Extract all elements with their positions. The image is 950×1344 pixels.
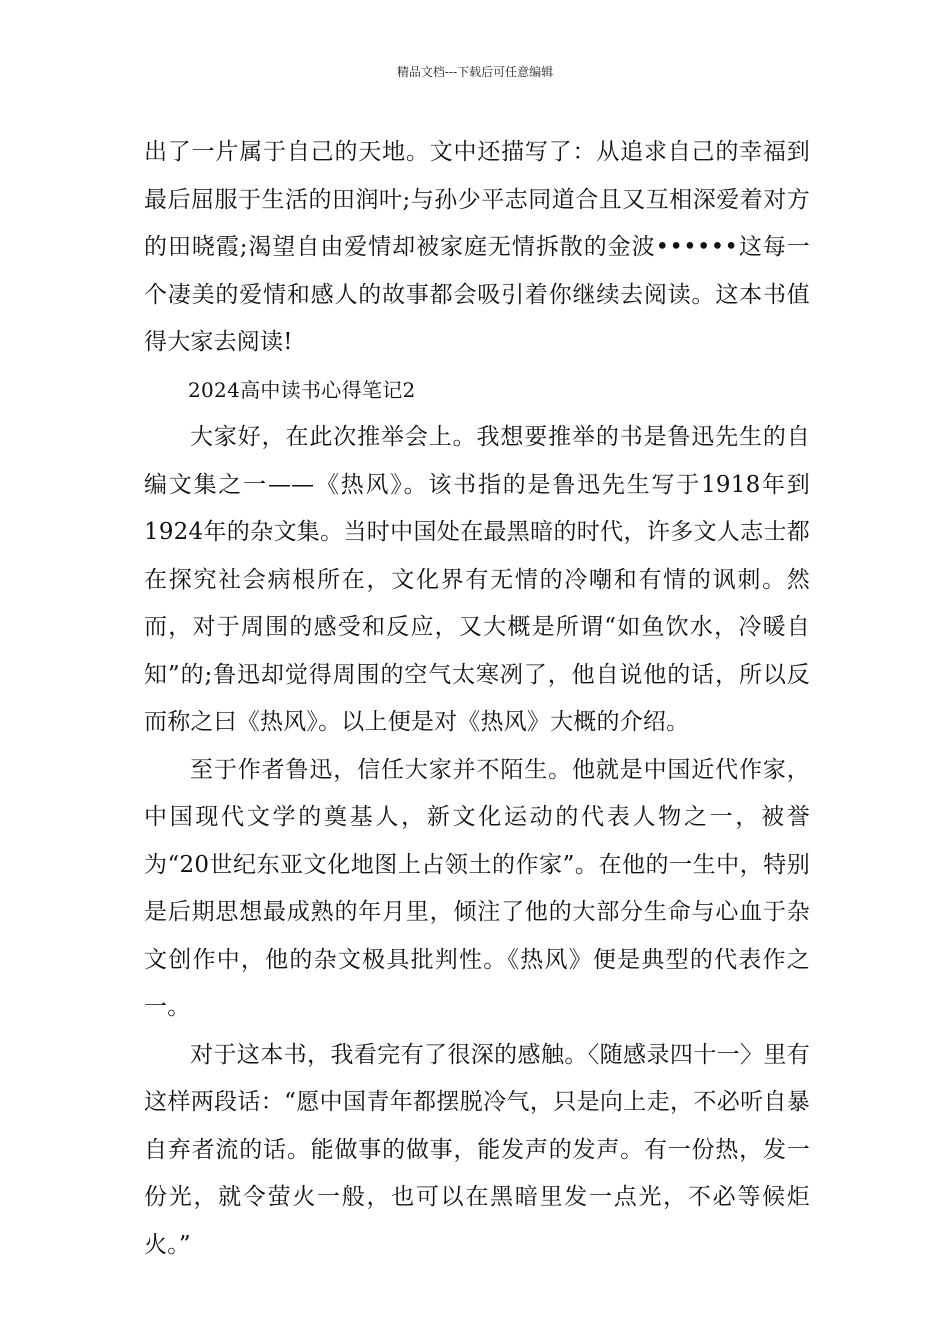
page-header: 精品文档---下载后可任意编辑 <box>396 65 554 79</box>
continued-paragraph: 出了一片属于自己的天地。文中还描写了：从追求自己的幸福到最后屈服于生活的田润叶;与孙少平志同道合且又互相深爱着对方的田晓霞;渴望自由爱情却被家庭无情拆散的金波••••••这每一个凄美的爱情和感人的故事都会吸引着你继续去阅读。这本书值得大家去阅读! <box>144 139 810 355</box>
paragraph-introduction: 大家好，在此次推举会上。我想要推举的书是鲁迅先生的自编文集之一——《热风》。该书指的是鲁迅先生写于1918年到1924年的杂文集。当时中国处在最黑暗的时代，许多文人志士都在探究社会病根所在，文化界有无情的冷嘲和有情的讽刺。然而，对于周围的感受和反应，又大概是所谓“如鱼饮水，冷暖自知”的;鲁迅却觉得周围的空气太寒冽了，他自说他的话，所以反而称之曰《热风》。以上便是对《热风》大概的介绍。 <box>144 424 810 735</box>
paragraph-reflection: 对于这本书，我看完有了很深的感触。〈随感录四十一〉里有这样两段话：“愿中国青年都摆脱冷气，只是向上走，不必听自暴自弃者流的话。能做事的做事，能发声的发声。有一份热，发一份光，就令萤火一般，也可以在黑暗里发一点光，不必等候炬火。” <box>144 1041 810 1258</box>
document-body <box>144 129 810 1269</box>
paragraph-author: 至于作者鲁迅，信任大家并不陌生。他就是中国近代作家，中国现代文学的奠基人，新文化运动的代表人物之一，被誉为“20世纪东亚文化地图上占领土的作家”。在他的一生中，特别是后期思想最成熟的年月里，倾注了他的大部分生命与心血于杂文创作中，他的杂文极具批判性。《热风》便是典型的代表作之一。 <box>144 756 810 1020</box>
section-title: 2024高中读书心得笔记2 <box>188 377 416 402</box>
